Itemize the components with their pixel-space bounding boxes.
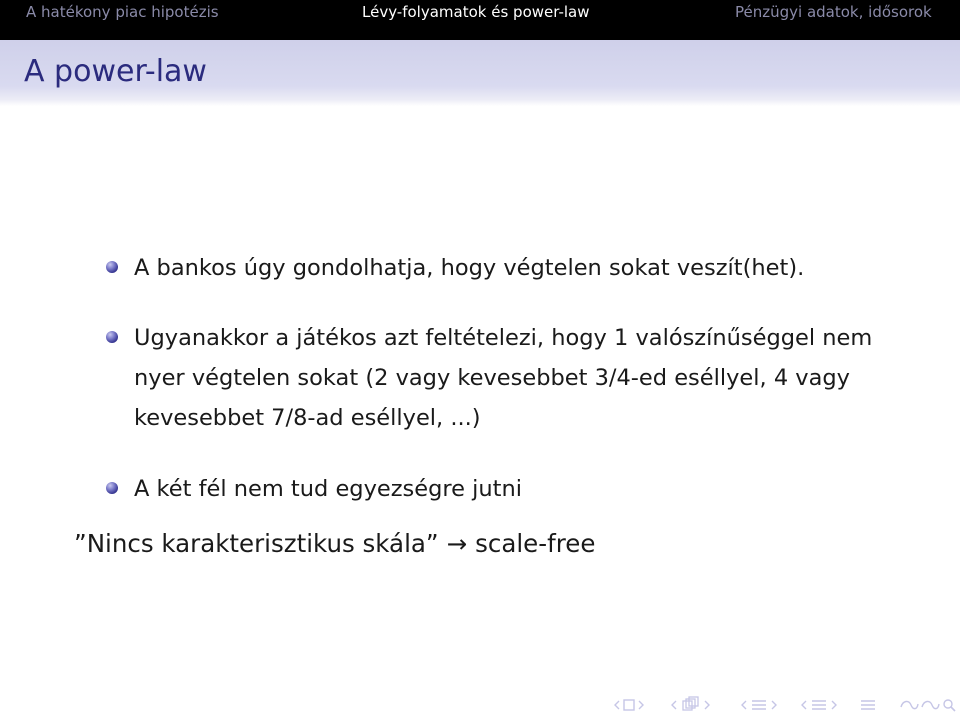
right-arrow-icon: → [446,529,468,558]
conclusion-quote: ”Nincs karakterisztikus skála” [74,529,439,558]
conclusion-line [74,524,595,564]
section-nav-icon[interactable] [738,696,788,714]
frame-title-bar [0,40,960,106]
frame-title: A power-law [24,54,207,89]
subsection-nav-icon[interactable] [668,696,724,714]
bullet-icon [106,482,118,494]
bullet-icon [106,261,118,273]
nav-section-levy-powerlaw[interactable]: Lévy-folyamatok és power-law [362,3,590,21]
bullet-item [134,248,894,288]
align-icon[interactable] [858,696,878,714]
conclusion-term: scale-free [475,529,596,558]
nav-section-efficient-market[interactable]: A hatékony piac hipotézis [26,3,219,21]
nav-section-financial-data[interactable]: Pénzügyi adatok, idősorok [735,3,932,21]
frame-nav-icon[interactable] [612,696,648,714]
bullet-text: A két fél nem tud egyezségre jutni [134,476,522,502]
beamer-navigation-symbols [608,696,960,714]
bullet-text: A bankos úgy gondolhatja, hogy végtelen sokat veszít(het). [134,255,805,281]
bullet-icon [106,331,118,343]
bullet-item [134,469,894,509]
search-icon[interactable] [898,696,958,714]
bullet-text: Ugyanakkor a játékos azt feltételezi, hogy 1 valószínűséggel nem nyer végtelen sokat (2 vagy kevesebbet 3/4-ed eséllyel, 4 vagy kevesebbet 7/8-ad eséllyel, ...) [134,325,873,431]
document-nav-icon[interactable] [798,696,848,714]
section-navigation-bar [0,0,960,40]
bullet-item [134,318,894,438]
